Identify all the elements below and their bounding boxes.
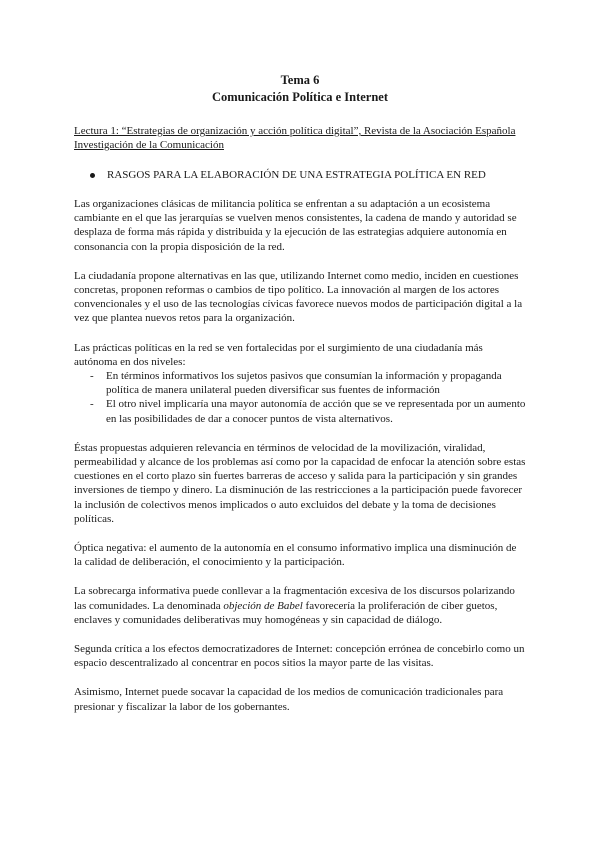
document-title: Tema 6 xyxy=(280,73,320,87)
section-heading xyxy=(74,168,526,182)
bullet-dot-icon xyxy=(90,173,95,178)
autonomy-levels-list xyxy=(74,369,526,426)
section-heading-text: RASGOS PARA LA ELABORACIÓN DE UNA ESTRATEGIA POLÍTICA EN RED xyxy=(107,169,486,181)
paragraph-4: Éstas propuestas adquieren relevancia en términos de velocidad de la movilización, viralidad, permeabilidad y alcance de los problemas así como por la capacidad de enfocar la atención sobre estas cuestiones en el corto plazo sin fuertes barreras de acceso y salida para la participación y sin grandes inversiones de tiempo y dinero. La disminución de las restricciones a la participación puede favorecer la inclusión de colectivos menos implicados o auto excluidos del debate y la toma de decisiones políticas. xyxy=(74,441,526,525)
paragraph-2: La ciudadanía propone alternativas en las que, utilizando Internet como medio, inciden en cuestiones concretas, proponen reformas o cambios de tipo político. La innovación al margen de los actores convencionales y el uso de las tecnologías cívicas favorece nuevos modos de participación digital a la vez que plantea nuevos retos para la organización. xyxy=(74,269,523,325)
reading-reference: Lectura 1: “Estrategias de organización y acción política digital”, Revista de la Asociación Española Investigación de la Comunicación xyxy=(74,125,516,151)
paragraph-6-start: La sobrecarga informativa puede conllevar a la fragmentación excesiva de los discursos polarizando las comunidades. La denominada xyxy=(74,585,515,612)
dash-marker: - xyxy=(90,370,94,383)
dash-marker: - xyxy=(90,398,94,411)
babel-objection-term: objeción de Babel xyxy=(223,599,303,612)
list-item-text: El otro nivel implicaría una mayor autonomía de acción que se ve representada por un aumento en las posibilidades de dar a conocer puntos de vista alternativos. xyxy=(106,398,526,425)
paragraph-6-end: favorecería la proliferación de ciber guetos, enclaves y comunidades deliberativas muy homogéneas y sin capacidad de diálogo. xyxy=(74,599,498,626)
paragraph-8: Asimismo, Internet puede socavar la capacidad de los medios de comunicación tradicionales para presionar y fiscalizar la labor de los gobernantes. xyxy=(74,686,504,713)
list-item xyxy=(74,369,526,397)
list-item xyxy=(74,397,526,425)
paragraph-1: Las organizaciones clásicas de militancia política se enfrentan a su adaptación a un ecosistema cambiante en el que las jerarquías se vuelven menos consistentes, la cadena de mando y autoridad se desplaza de forma más rápida y distribuida y la ejecución de las estrategias adquiere autonomía en consonancia con la propia disposición de la red. xyxy=(74,198,517,253)
paragraph-6 xyxy=(74,584,526,627)
paragraph-7: Segunda crítica a los efectos democratizadores de Internet: concepción errónea de concebirlo como un espacio descentralizado al concentrar en pocos sitios la mayor parte de las visitas. xyxy=(74,643,525,670)
list-item-text: En términos informativos los sujetos pasivos que consumían la información y propaganda política de manera unilateral pueden diversificar sus fuentes de información xyxy=(106,370,502,397)
document-page xyxy=(74,72,526,714)
document-subtitle: Comunicación Política e Internet xyxy=(211,90,388,104)
paragraph-5: Óptica negativa: el aumento de la autonomía en el consumo informativo implica una disminución de la calidad de deliberación, el conocimiento y la participación. xyxy=(74,542,517,569)
paragraph-3: Las prácticas políticas en la red se ven fortalecidas por el surgimiento de una ciudadanía más autónoma en dos niveles: xyxy=(74,341,483,368)
